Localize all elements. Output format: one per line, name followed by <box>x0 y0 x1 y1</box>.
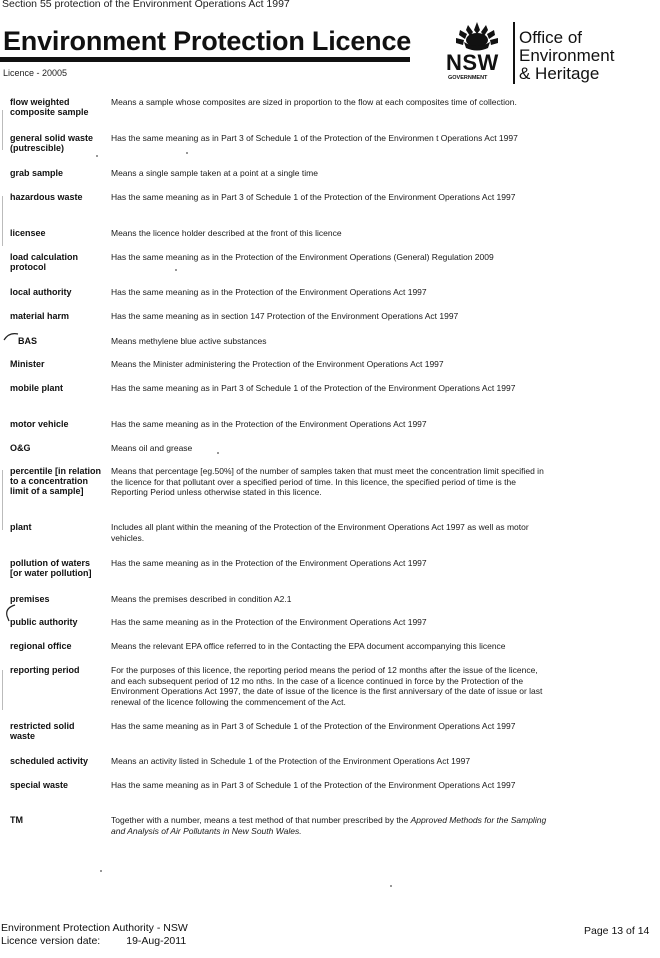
definition-text: Has the same meaning as in Part 3 of Schedule 1 of the Protection of the Environment Operations Act 1997 <box>111 780 516 790</box>
definition-term: reporting period <box>10 665 80 675</box>
page-number: Page 13 of 14 <box>584 925 650 937</box>
scan-speck <box>217 452 219 454</box>
scan-speck <box>96 155 98 157</box>
definition-term: grab sample <box>10 168 64 178</box>
definition-text: For the purposes of this licence, the reporting period means the period of 12 months after the issue of the licence, and each subsequent period of 12 mo nths. In the case of a licence continued in force by the Protection of the Environment Operations Act 1997, the date of issue of the licence is the first anniversary of the date of issue or last renewal of the licence following the commencement of the Act. <box>111 665 543 707</box>
definition-text: Has the same meaning as in Part 3 of Schedule 1 of the Protection of the Environmen t Operations Act 1997 <box>111 133 518 143</box>
scan-mark <box>2 470 3 530</box>
definition-text: Has the same meaning as in Part 3 of Schedule 1 of the Protection of the Environment Operations Act 1997 <box>111 192 516 202</box>
definition-term: local authority <box>10 287 72 297</box>
definition-term: regional office <box>10 641 72 651</box>
office-line-3: & Heritage <box>519 64 600 83</box>
footer-version <box>1 935 188 948</box>
definition-text: Has the same meaning as in the Protection of the Environment Operations Act 1997 <box>111 617 427 627</box>
scan-speck <box>175 269 177 271</box>
definition-term: O&G <box>10 443 31 453</box>
definition-text: Means an activity listed in Schedule 1 of the Protection of the Environment Operations Act 1997 <box>111 756 471 766</box>
definition-term: percentile [in relation to a concentration limit of a sample] <box>10 466 102 496</box>
version-date: 19-Aug-2011 <box>126 935 187 947</box>
definition-text <box>111 815 551 836</box>
nsw-oeh-logo <box>444 20 654 84</box>
definition-term: scheduled activity <box>10 756 89 766</box>
definition-term: BAS <box>18 336 38 346</box>
definition-text: Has the same meaning as in the Protection of the Environment Operations Act 1997 <box>111 558 427 568</box>
definition-term: mobile plant <box>10 383 64 393</box>
footer-authority-block <box>1 922 188 948</box>
definition-term: premises <box>10 594 50 604</box>
definition-text: Means the Minister administering the Protection of the Environment Operations Act 1997 <box>111 359 444 369</box>
definition-text: Means a sample whose composites are sized in proportion to the flow at each composites time of collection. <box>111 97 517 107</box>
definition-text: Means the premises described in condition A2.1 <box>111 594 292 604</box>
definition-text: Has the same meaning as in the Protection of the Environment Operations Act 1997 <box>111 287 427 297</box>
definition-term: restricted solid waste <box>10 721 75 741</box>
page-title: Environment Protection Licence <box>3 26 412 56</box>
definition-term: licensee <box>10 228 46 238</box>
pen-mark-icon <box>3 604 17 622</box>
definition-text: Has the same meaning as in section 147 Protection of the Environment Operations Act 1997 <box>111 311 459 321</box>
definition-text: Means methylene blue active substances <box>111 336 267 346</box>
office-line-2: Environment <box>519 46 615 65</box>
scan-speck <box>390 885 392 887</box>
scan-mark <box>2 196 3 246</box>
definition-term: special waste <box>10 780 69 790</box>
scan-speck <box>100 870 102 872</box>
footer-authority: Environment Protection Authority - NSW <box>1 922 188 934</box>
definition-term: load calculation protocol <box>10 252 79 272</box>
office-name <box>519 29 614 83</box>
definition-term: flow weighted composite sample <box>10 97 89 117</box>
definition-text: Means that percentage [eg.50%] of the number of samples taken that must meet the concentration limit specified in the licence for that pollutant over a specified period of time. In this licence, the specified period of time is the Reporting Period unless otherwise stated in this licence. <box>111 466 544 497</box>
definition-text: Includes all plant within the meaning of the Protection of the Environment Operations Act 1997 as well as motor vehicles. <box>111 522 529 543</box>
definition-term: material harm <box>10 311 70 321</box>
version-label: Licence version date: <box>1 935 101 947</box>
definition-text: Means a single sample taken at a point at a single time <box>111 168 318 178</box>
definition-term: hazardous waste <box>10 192 83 202</box>
definition-text-plain: Together with a number, means a test method of that number prescribed by the <box>111 815 411 825</box>
scan-mark <box>2 110 3 150</box>
definition-text: Means the licence holder described at the front of this licence <box>111 228 342 238</box>
title-rule <box>0 57 410 62</box>
logo-divider <box>513 22 515 84</box>
definition-term: plant <box>10 522 32 532</box>
office-line-1: Office of <box>519 28 582 47</box>
definition-term: TM <box>10 815 23 825</box>
section-reference: Section 55 protection of the Environment Operations Act 1997 <box>2 0 290 10</box>
scan-speck <box>186 152 188 154</box>
definition-term: public authority <box>10 617 78 627</box>
definition-text: Has the same meaning as in the Protection of the Environment Operations (General) Regulation 2009 <box>111 252 494 262</box>
scan-mark <box>2 670 3 710</box>
definition-text: Has the same meaning as in Part 3 of Schedule 1 of the Protection of the Environment Operations Act 1997 <box>111 383 516 393</box>
definition-text: Means the relevant EPA office referred to in the Contacting the EPA document accompanying this licence <box>111 641 506 651</box>
licence-number: Licence - 20005 <box>3 68 68 78</box>
government-label: GOVERNMENT <box>448 75 488 81</box>
definition-term: general solid waste (putrescible) <box>10 133 94 153</box>
definition-text: Has the same meaning as in Part 3 of Schedule 1 of the Protection of the Environment Operations Act 1997 <box>111 721 516 731</box>
pen-mark-icon <box>3 331 19 343</box>
definition-text: Means oil and grease <box>111 443 193 453</box>
definition-term: Minister <box>10 359 45 369</box>
definition-text: Has the same meaning as in the Protection of the Environment Operations Act 1997 <box>111 419 427 429</box>
nsw-wordmark: NSW <box>446 50 499 75</box>
definition-term: pollution of waters [or water pollution] <box>10 558 92 578</box>
definition-term: motor vehicle <box>10 419 69 429</box>
definition-text-italic: Approved Methods for the Sampling and Analysis of Air Pollutants in New South Wales. <box>111 815 547 836</box>
